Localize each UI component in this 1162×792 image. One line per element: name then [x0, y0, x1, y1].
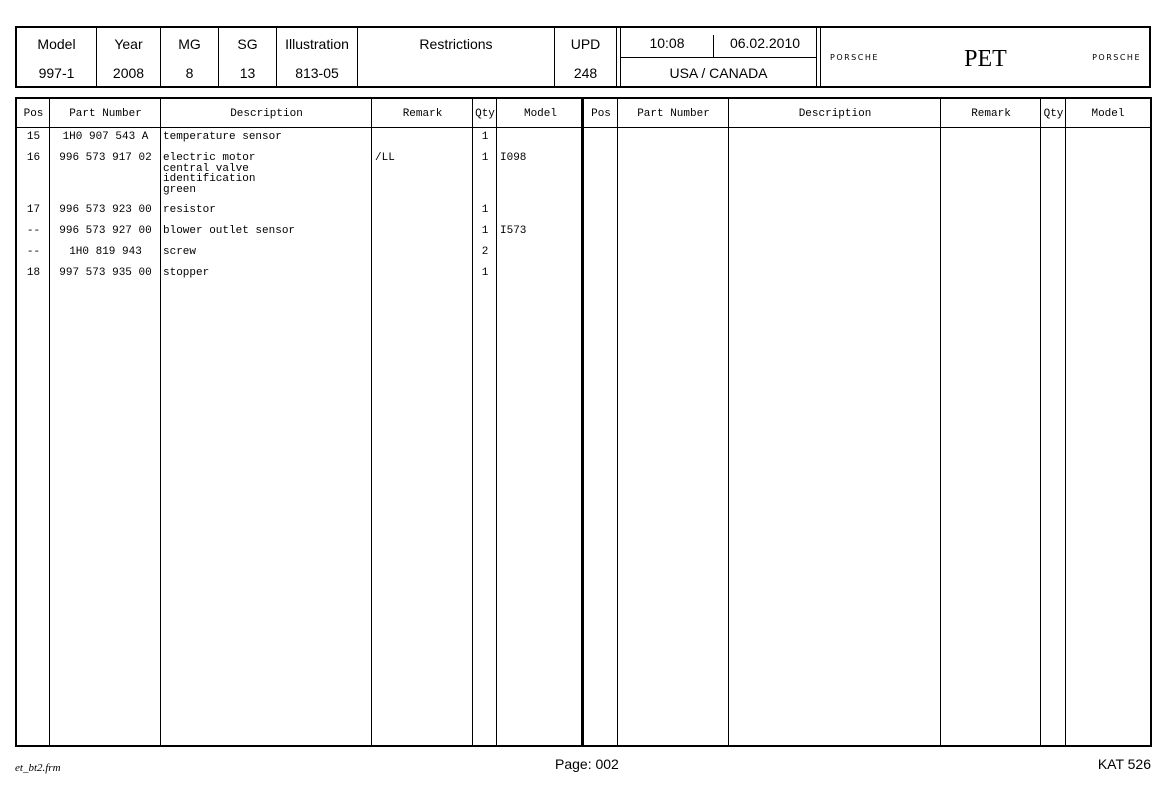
brand-logo-left: PORSCHE: [830, 53, 879, 62]
right-header-part-number: Part Number: [637, 108, 710, 120]
description-line: electric motor: [163, 152, 256, 164]
region-value: USA / CANADA: [669, 65, 768, 81]
sg-value: 13: [239, 65, 256, 81]
mg-label: MG: [178, 36, 201, 52]
date-value: 06.02.2010: [729, 35, 801, 51]
row-1-part-number: 996 573 917 02: [59, 152, 152, 164]
model-label: Model: [37, 36, 76, 52]
row-0-qty: 1: [481, 131, 489, 143]
row-4-qty: 2: [481, 246, 489, 258]
brand-area: [822, 28, 1149, 86]
app-title: PET: [964, 46, 1007, 72]
row-3-pos: --: [26, 225, 41, 237]
right-header-pos: Pos: [591, 108, 611, 120]
right-column-model: [1066, 99, 1150, 745]
row-1-model: I098: [500, 152, 527, 164]
left-column-part-number: [50, 99, 161, 745]
header-sg: [219, 28, 277, 86]
restrictions-label: Restrictions: [419, 36, 493, 52]
time-value: 10:08: [621, 35, 714, 57]
brand-logo-right: PORSCHE: [1092, 53, 1141, 62]
row-3-qty: 1: [481, 225, 489, 237]
row-0-pos: 15: [26, 131, 41, 143]
header-gap-2: [817, 28, 821, 86]
sg-label: SG: [237, 36, 258, 52]
left-header-pos: Pos: [23, 108, 44, 120]
description-line: resistor: [163, 204, 216, 216]
page-number: Page: 002: [555, 756, 619, 772]
row-3-part-number: 996 573 927 00: [59, 225, 152, 237]
right-column-pos: [584, 99, 618, 745]
header-mg: [161, 28, 219, 86]
right-column-description: [729, 99, 941, 745]
parts-table: [15, 97, 1152, 747]
row-0-part-number: 1H0 907 543 A: [62, 131, 149, 143]
header-year: [97, 28, 161, 86]
row-3-description: [163, 226, 371, 237]
right-column-remark: [941, 99, 1041, 745]
right-header-qty: Qty: [1043, 108, 1064, 120]
right-column-qty: [1041, 99, 1066, 745]
header-model: [17, 28, 97, 86]
row-4-description: [163, 247, 371, 258]
description-line: green: [163, 183, 197, 196]
left-column-qty: [473, 99, 497, 745]
header-illustration: [277, 28, 358, 86]
row-0-description: [163, 132, 371, 143]
row-3-model: I573: [500, 225, 527, 237]
description-line: stopper: [163, 267, 210, 279]
upd-value: 248: [573, 65, 598, 81]
row-4-pos: --: [26, 246, 41, 258]
description-line: blower outlet sensor: [163, 225, 296, 237]
timestamp-row: [621, 28, 816, 58]
left-header-description: Description: [230, 108, 303, 120]
row-2-description: [163, 205, 371, 216]
year-label: Year: [114, 36, 143, 52]
left-column-model: [497, 99, 584, 745]
left-header-qty: Qty: [475, 108, 495, 120]
row-1-pos: 16: [26, 152, 41, 164]
row-2-qty: 1: [481, 204, 489, 216]
left-column-description: [161, 99, 372, 745]
row-1-remark: /LL: [375, 152, 395, 164]
row-1-description: [163, 153, 371, 195]
right-column-part-number: [618, 99, 729, 745]
left-column-pos: [17, 99, 50, 745]
year-value: 2008: [112, 65, 145, 81]
description-line: screw: [163, 246, 197, 258]
left-header-part-number: Part Number: [69, 108, 142, 120]
row-4-part-number: 1H0 819 943: [69, 246, 142, 258]
header-upd: [555, 28, 617, 86]
row-1-qty: 1: [481, 152, 489, 164]
header-timestamp: [621, 28, 817, 86]
row-5-pos: 18: [26, 267, 41, 279]
row-5-description: [163, 268, 371, 279]
description-line: identification: [163, 173, 256, 185]
row-5-qty: 1: [481, 267, 489, 279]
description-line: central valve: [163, 162, 249, 175]
row-5-part-number: 997 573 935 00: [59, 267, 152, 279]
row-2-pos: 17: [26, 204, 41, 216]
header-box: [15, 26, 1151, 88]
upd-label: UPD: [570, 36, 601, 52]
left-header-remark: Remark: [402, 108, 443, 120]
description-line: temperature sensor: [163, 131, 282, 143]
illustration-value: 813-05: [295, 65, 339, 81]
form-name: et_bt2.frm: [15, 762, 61, 774]
mg-value: 8: [185, 65, 194, 81]
right-header-model: Model: [1091, 108, 1125, 120]
left-column-remark: [372, 99, 473, 745]
left-header-model: Model: [523, 108, 557, 120]
illustration-label: Illustration: [285, 36, 349, 52]
right-header-description: Description: [798, 108, 872, 120]
right-header-remark: Remark: [971, 108, 1011, 120]
model-value: 997-1: [38, 65, 75, 81]
header-restrictions: [358, 28, 555, 86]
row-2-part-number: 996 573 923 00: [59, 204, 152, 216]
catalog-number: KAT 526: [1097, 756, 1151, 772]
